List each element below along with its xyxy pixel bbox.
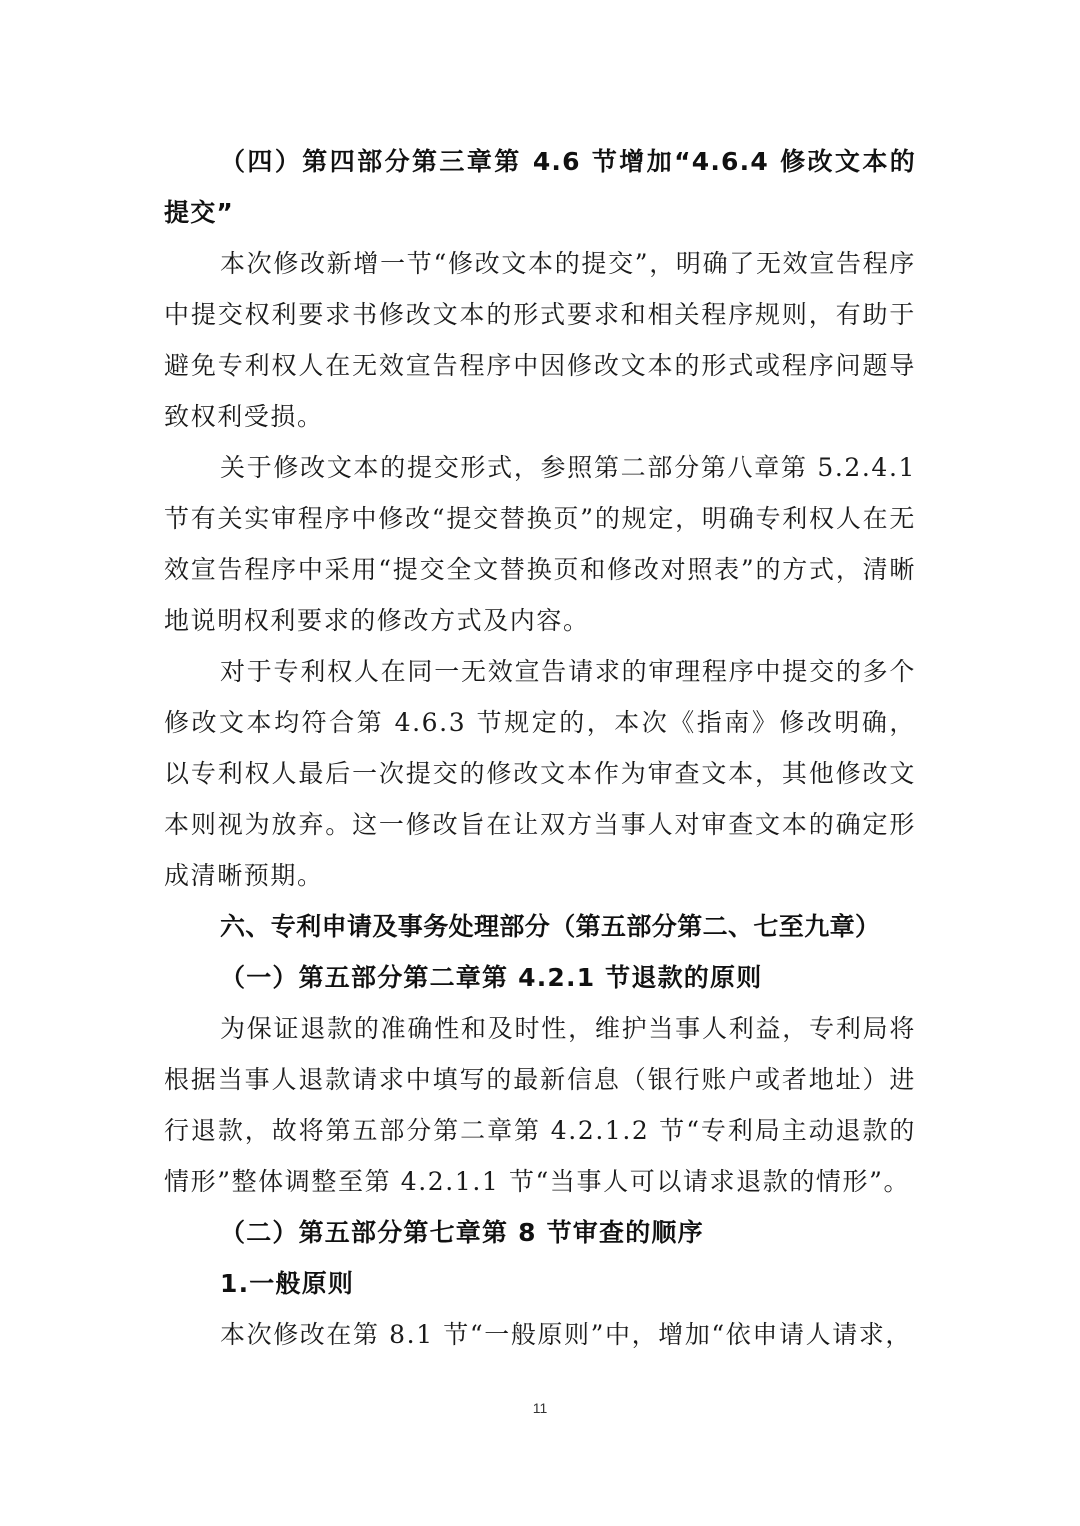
chapter-heading-six: 六、专利申请及事务处理部分（第五部分第二、七至九章） bbox=[220, 912, 881, 941]
subsection-heading-general-principle: 1.一般原则 bbox=[220, 1269, 355, 1298]
paragraph: 本次修改在第 8.1 节“一般原则”中，增加“依申请人请求， bbox=[220, 1320, 912, 1349]
section-heading-4-2-1: （一）第五部分第二章第 4.2.1 节退款的原则 bbox=[220, 963, 763, 992]
paragraph: 为保证退款的准确性和及时性，维护当事人利益，专利局将根据当事人退款请求中填写的最新信息（银行账户或者地址）进行退款，故将第五部分第二章第 4.2.1.2 节“专利局主动退款的情形”整体调整至第 4.2.1.1 节“当事人可以请求退款的情形”。 bbox=[164, 1014, 916, 1196]
page-number: 11 bbox=[532, 1400, 548, 1416]
paragraph: 关于修改文本的提交形式，参照第二部分第八章第 5.2.4.1 节有关实审程序中修改“提交替换页”的规定，明确专利权人在无效宣告程序中采用“提交全文替换页和修改对照表”的方式，清晰地说明权利要求的修改方式及内容。 bbox=[164, 453, 916, 635]
section-heading-8: （二）第五部分第七章第 8 节审查的顺序 bbox=[220, 1218, 704, 1247]
page-body bbox=[164, 136, 916, 1360]
paragraph: 本次修改新增一节“修改文本的提交”，明确了无效宣告程序中提交权利要求书修改文本的形式要求和相关程序规则，有助于避免专利权人在无效宣告程序中因修改文本的形式或程序问题导致权利受损。 bbox=[164, 249, 916, 431]
section-heading-4-6-4: （四）第四部分第三章第 4.6 节增加“4.6.4 修改文本的提交” bbox=[164, 147, 916, 227]
paragraph: 对于专利权人在同一无效宣告请求的审理程序中提交的多个修改文本均符合第 4.6.3 节规定的，本次《指南》修改明确，以专利权人最后一次提交的修改文本作为审查文本，其他修改文本则视为放弃。这一修改旨在让双方当事人对审查文本的确定形成清晰预期。 bbox=[164, 657, 916, 890]
